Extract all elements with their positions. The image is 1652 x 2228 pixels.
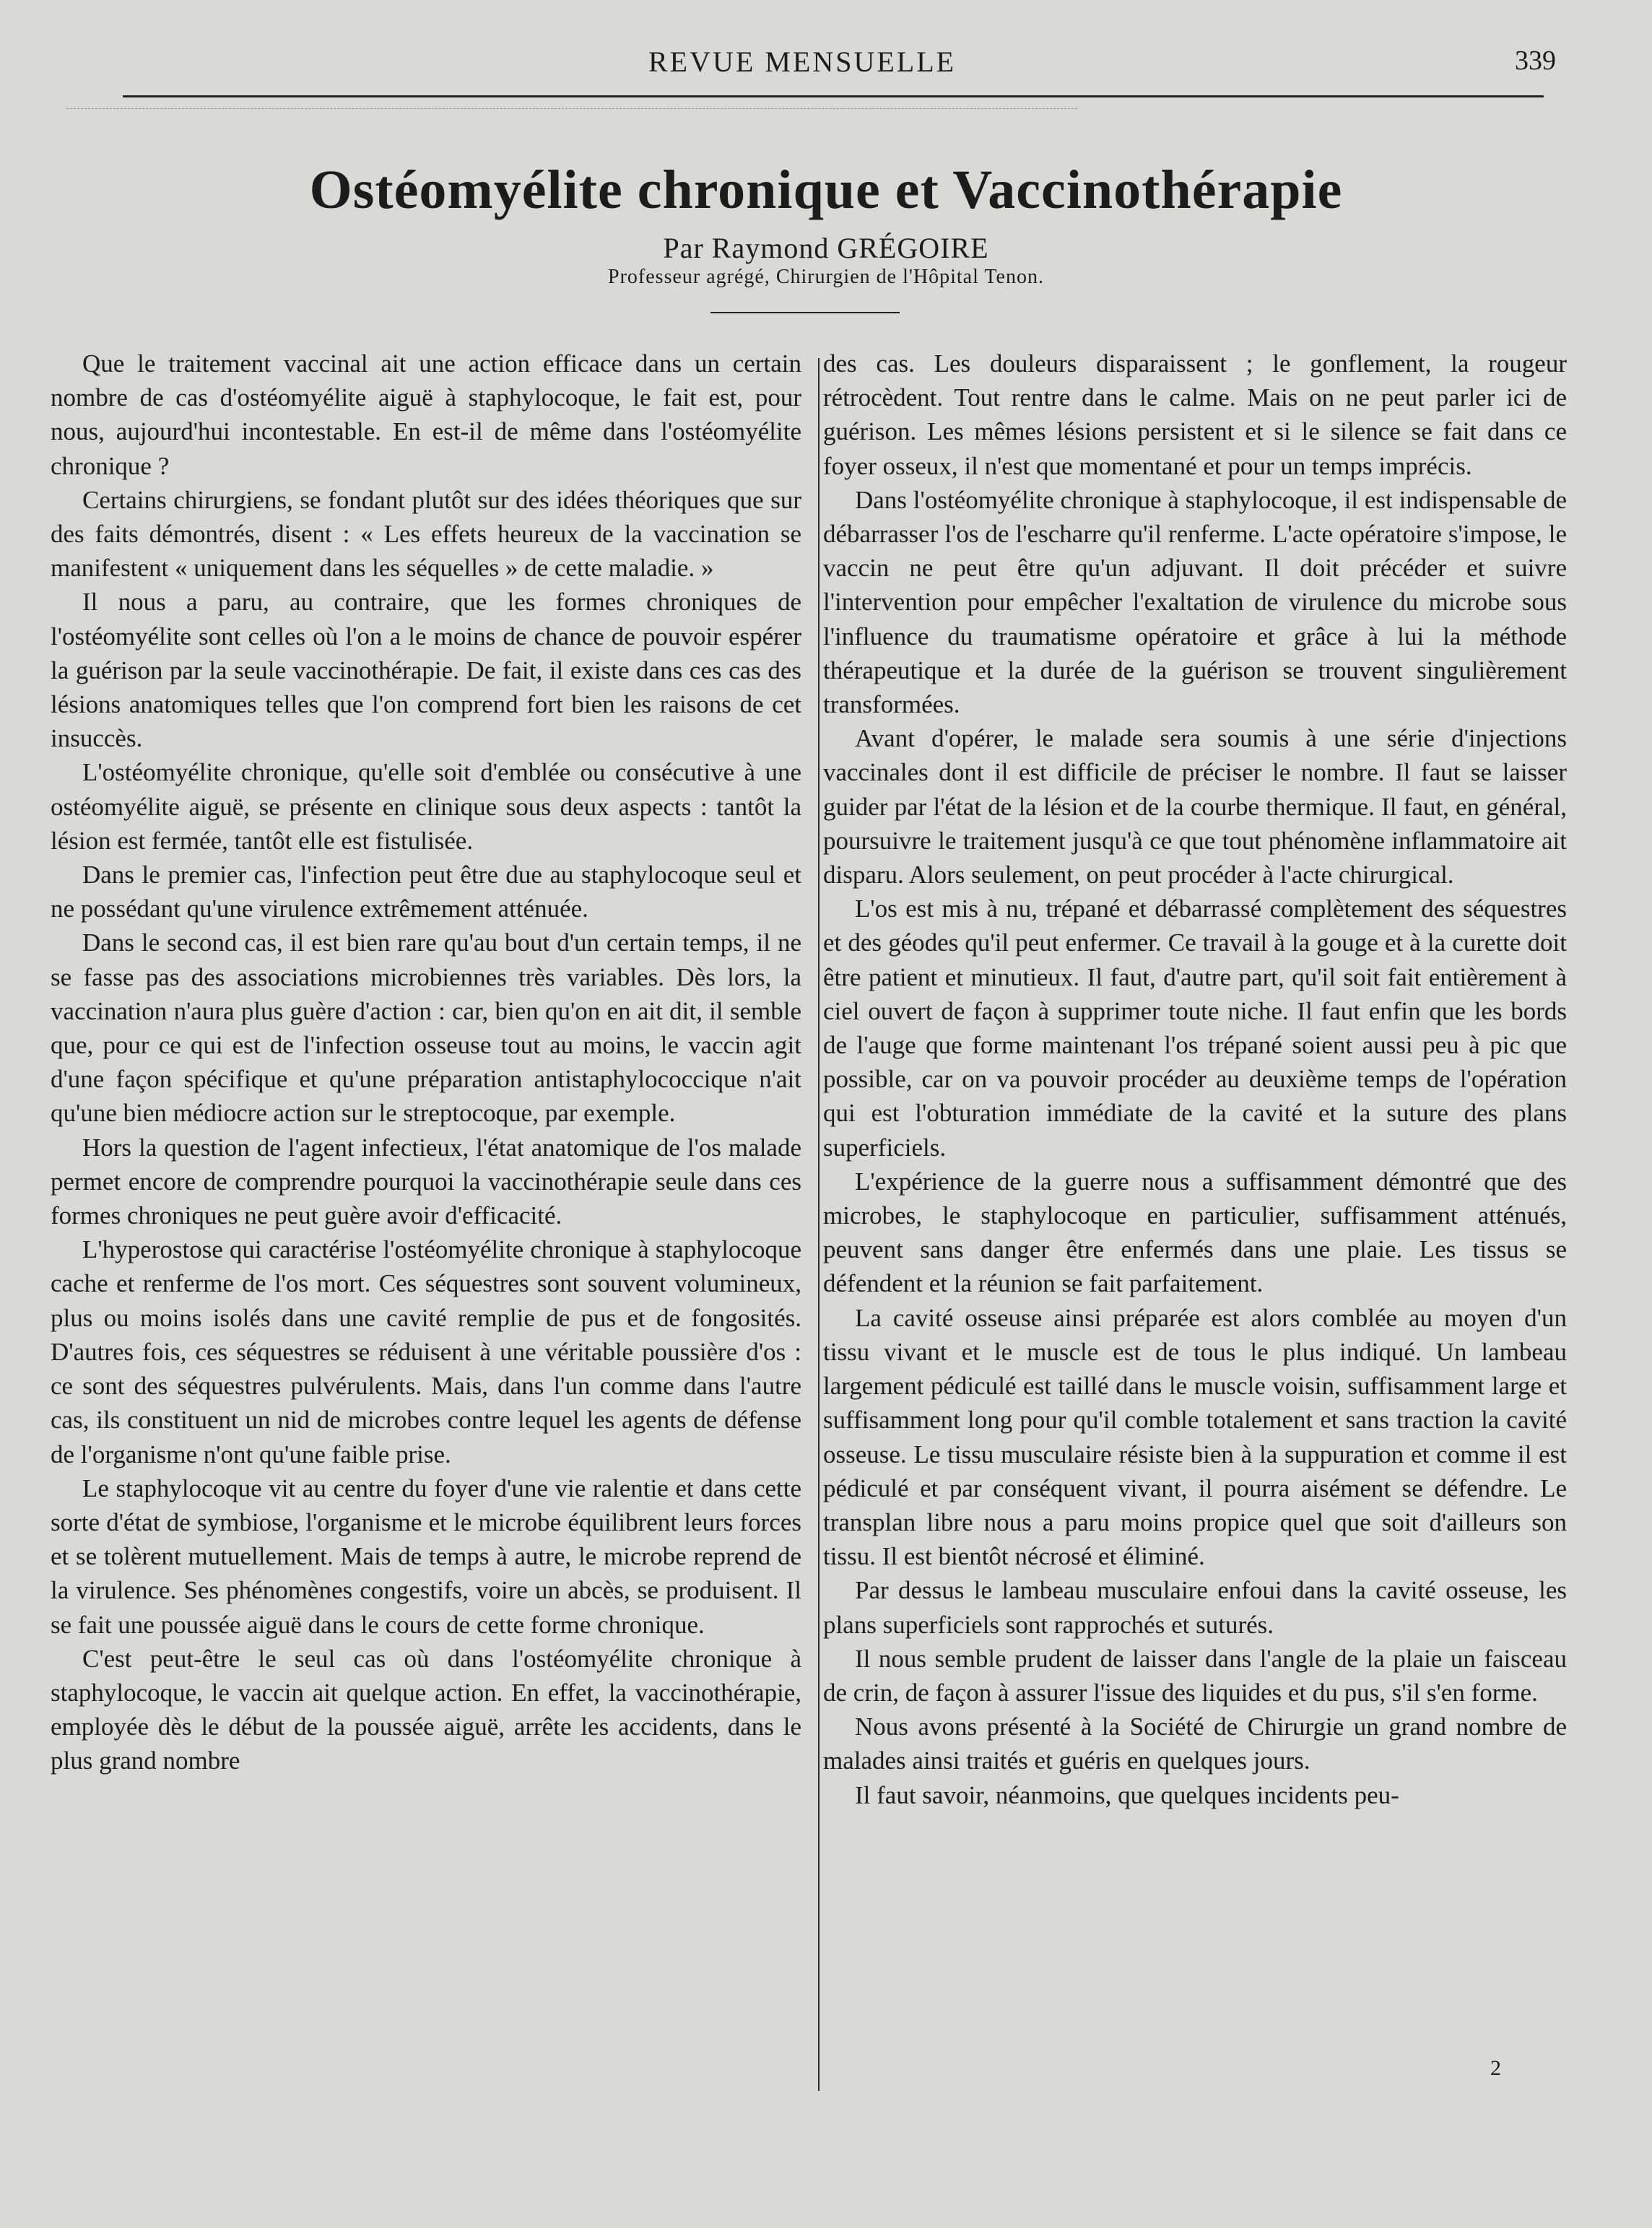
paragraph: Le staphylocoque vit au centre du foyer d'une vie ralentie et dans cette sorte d'état de symbiose, l'organisme et le microbe équilibrent leurs forces et se tolèrent mutuellement. Mais de temps à autre, le microbe reprend de la virulence. Ses phénomènes congestifs, voire un abcès, se produisent. Il se fait une poussée aiguë dans le cours de cette forme chronique. (51, 1474, 801, 1639)
paragraph: La cavité osseuse ainsi préparée est alors comblée au moyen d'un tissu vivant et le muscle est de tous le plus indiqué. Un lambeau largement pédiculé est taillé dans le muscle voisin, suffisamment large et suffisamment long pour qu'il comble totalement et sans traction la cavité osseuse. Le tissu musculaire résiste bien à la suppuration et comme il est pédiculé et par conséquent vivant, il pourra aisément se défendre. Le transplan libre nous a paru moins propice quel que soit d'ailleurs son tissu. Il est bientôt nécrosé et éliminé. (823, 1303, 1567, 1571)
running-title: REVUE MENSUELLE (648, 45, 957, 78)
paragraph: L'os est mis à nu, trépané et débarrassé complètement des séquestres et des géodes qu'il peut enfermer. Ce travail à la gouge et à la curette doit être patient et minutieux. Il faut, d'autre part, qu'il soit fait entièrement à ciel ouvert de façon à supprimer toute niche. Il faut enfin que les bords de l'auge que forme maintenant l'os trépané soient aussi peu à pic que possible, car on va pouvoir procéder au deuxième temps de l'opération qui est l'obturation immédiate de la cavité et la suture des plans superficiels. (823, 895, 1567, 1162)
paragraph: Nous avons présenté à la Société de Chirurgie un grand nombre de malades ainsi traités et guéris en quelques jours. (823, 1713, 1567, 1775)
paragraph: Avant d'opérer, le malade sera soumis à une série d'injections vaccinales dont il est difficile de préciser le nombre. Il faut se laisser guider par l'état de la lésion et de la courbe thermique. Il faut, en général, poursuivre le traitement jusqu'à ce que tout phénomène inflammatoire ait disparu. Alors seulement, on peut procéder à l'acte chirurgical. (823, 724, 1567, 889)
paragraph: Par dessus le lambeau musculaire enfoui dans la cavité osseuse, les plans superficiels sont rapprochés et suturés. (823, 1576, 1567, 1639)
paragraph: Il nous semble prudent de laisser dans l'angle de la plaie un faisceau de crin, de façon à assurer l'issue des liquides et du pus, s'il s'en forme. (823, 1644, 1567, 1707)
paragraph: Il faut savoir, néanmoins, que quelques incidents peu- (855, 1780, 1399, 1809)
paragraph: Hors la question de l'agent infectieux, l'état anatomique de l'os malade permet encore de comprendre pourquoi la vaccinothérapie seule dans ces formes chroniques ne peut guère avoir d'efficacité. (51, 1133, 801, 1230)
right-column (823, 347, 1567, 1812)
title-rule (710, 312, 900, 313)
header-rule (123, 95, 1544, 97)
paragraph: des cas. Les douleurs disparaissent ; le gonflement, la rougeur rétrocèdent. Tout rentre dans le calme. Mais on ne peut parler ici de guérison. Les mêmes lésions persistent et si le silence se fait dans ce foyer osseux, il n'est que momentané et pour un temps imprécis. (823, 349, 1567, 480)
signature-mark: 2 (1490, 2056, 1501, 2080)
page-number: 339 (1515, 45, 1556, 76)
running-head (0, 45, 1652, 88)
left-column (51, 347, 801, 1778)
affiliation: Professeur agrégé, Chirurgien de l'Hôpital Tenon. (608, 266, 1044, 288)
paragraph: Que le traitement vaccinal ait une action efficace dans un certain nombre de cas d'ostéomyélite aiguë à staphylocoque, le fait est, pour nous, aujourd'hui incontestable. En est-il de même dans l'ostéomyélite chronique ? (51, 349, 801, 480)
article-title: Ostéomyélite chronique et Vaccinothérapie (309, 160, 1343, 220)
byline: Par Raymond GRÉGOIRE (663, 232, 989, 264)
paragraph: L'hyperostose qui caractérise l'ostéomyélite chronique à staphylocoque cache et renferme de l'os mort. Ces séquestres sont souvent volumineux, plus ou moins isolés dans une cavité remplie de pus et de fongosités. D'autres fois, ces séquestres se réduisent à une véritable poussière d'os : ce sont des séquestres pulvérulents. Mais, dans l'un comme dans l'autre cas, ils constituent un nid de microbes contre lequel les agents de défense de l'organisme n'ont qu'une faible prise. (51, 1235, 801, 1468)
paragraph: L'ostéomyélite chronique, qu'elle soit d'emblée ou consécutive à une ostéomyélite aiguë, se présente en clinique sous deux aspects : tantôt la lésion est fermée, tantôt elle est fistulisée. (51, 758, 801, 855)
paragraph: Dans le second cas, il est bien rare qu'au bout d'un certain temps, il ne se fasse pas des associations microbiennes très variables. Dès lors, la vaccination n'aura plus guère d'action : car, bien qu'on en ait dit, il semble que, pour ce qui est de l'infection osseuse tout au moins, le vaccin agit d'une façon spécifique et qu'une préparation antistaphylococcique n'ait qu'une bien médiocre action sur le streptocoque, par exemple. (51, 928, 801, 1128)
paragraph: Dans l'ostéomyélite chronique à staphylocoque, il est indispensable de débarrasser l'os de l'escharre qu'il renferme. L'acte opératoire s'impose, le vaccin ne peut être qu'un adjuvant. Il doit précéder et suivre l'intervention pour empêcher l'exaltation de virulence du microbe sous l'influence du traumatisme opératoire et grâce à lui la méthode thérapeutique et la durée de la guérison se trouvent singulièrement transformées. (823, 485, 1567, 719)
paragraph: C'est peut-être le seul cas où dans l'ostéomyélite chronique à staphylocoque, le vaccin ait quelque action. En effet, la vaccinothérapie, employée dès le début de la poussée aiguë, arrête les accidents, dans le plus grand nombre (51, 1644, 801, 1775)
paragraph: L'expérience de la guerre nous a suffisamment démontré que des microbes, le staphylocoque en particulier, suffisamment atténués, peuvent sans danger être enfermés dans une plaie. Les tissus se défendent et la réunion se fait parfaitement. (823, 1167, 1567, 1298)
column-divider (818, 358, 820, 2091)
paragraph: Certains chirurgiens, se fondant plutôt sur des idées théoriques que sur des faits démontrés, disent : « Les effets heureux de la vaccination se manifestent « uniquement dans les séquelles » de cette maladie. » (51, 485, 801, 583)
paragraph: Dans le premier cas, l'infection peut être due au staphylocoque seul et ne possédant qu'une virulence extrêmement atténuée. (51, 861, 801, 923)
paragraph: Il nous a paru, au contraire, que les formes chroniques de l'ostéomyélite sont celles où l'on a le moins de chance de pouvoir espérer la guérison par la seule vaccinothérapie. De fait, il existe dans ces cas des lésions anatomiques telles que l'on comprend fort bien les raisons de cet insuccès. (51, 588, 801, 753)
header-rule-thin (66, 108, 1077, 109)
